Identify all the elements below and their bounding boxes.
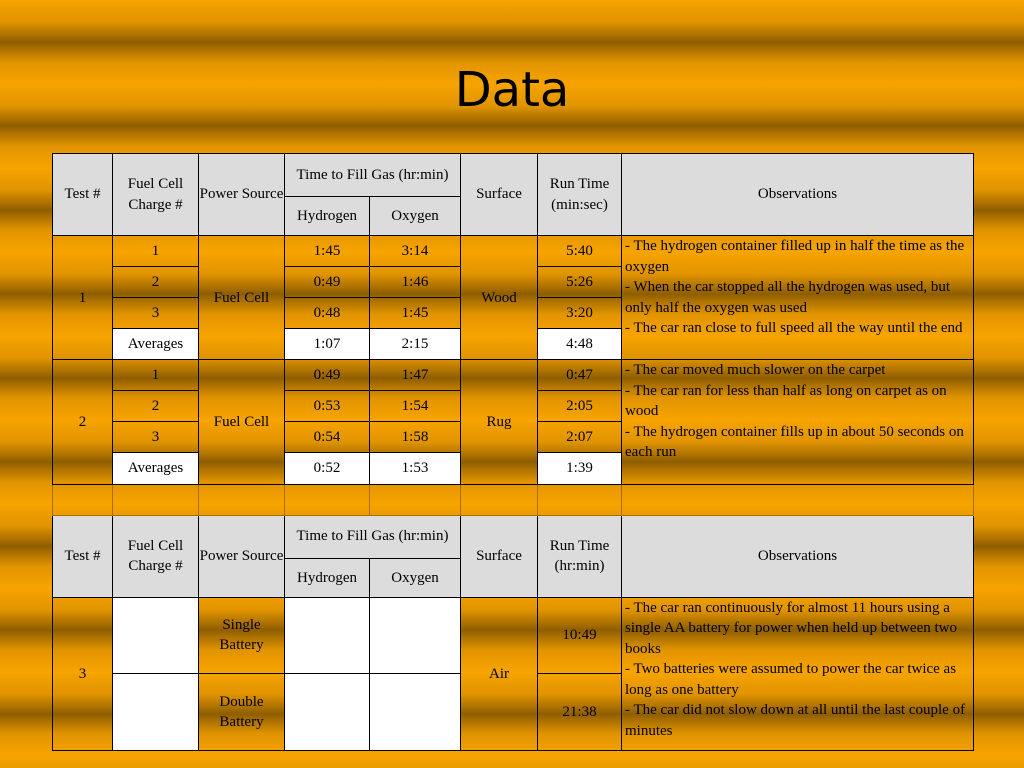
header-power-source: Power Source	[199, 154, 285, 236]
header-oxygen: Oxygen	[370, 197, 461, 236]
run-time-cell: 2:05	[538, 391, 622, 422]
average-oxygen: 1:53	[370, 453, 461, 484]
power-source-cell: Fuel Cell	[199, 360, 285, 484]
observation-line: - The car ran close to full speed all the way until the end	[625, 320, 963, 337]
empty-cell	[285, 484, 370, 515]
observation-line: - The car moved much slower on the carpet	[625, 362, 886, 379]
observation-line: - The car ran continuously for almost 11 hours using a single AA battery for power when held up between two books	[625, 599, 957, 657]
oxygen-cell-empty	[370, 597, 461, 673]
run-time-cell: 21:38	[538, 673, 622, 750]
charge-cell-empty	[113, 597, 199, 673]
separator-row	[53, 484, 974, 515]
power-source-cell: Single Battery	[199, 597, 285, 673]
header-test-number: Test #	[53, 154, 113, 236]
oxygen-cell: 1:47	[370, 360, 461, 391]
header-hydrogen: Hydrogen	[285, 558, 370, 597]
run-time-cell: 3:20	[538, 298, 622, 329]
averages-label: Averages	[113, 453, 199, 484]
run-time-cell: 2:07	[538, 422, 622, 453]
power-source-cell: Fuel Cell	[199, 236, 285, 360]
oxygen-cell: 3:14	[370, 236, 461, 267]
observations-cell	[622, 597, 974, 750]
empty-cell	[113, 484, 199, 515]
header-hydrogen: Hydrogen	[285, 197, 370, 236]
observations-cell	[622, 236, 974, 360]
hydrogen-cell: 0:49	[285, 360, 370, 391]
observation-line: - The car did not slow down at all until the last couple of minutes	[625, 702, 966, 739]
average-oxygen: 2:15	[370, 329, 461, 360]
header-oxygen: Oxygen	[370, 558, 461, 597]
charge-cell: 2	[113, 267, 199, 298]
oxygen-cell-empty	[370, 673, 461, 750]
average-hydrogen: 0:52	[285, 453, 370, 484]
charge-cell-empty	[113, 673, 199, 750]
header-observations: Observations	[622, 154, 974, 236]
header-run-time: Run Time (hr:min)	[538, 515, 622, 597]
header-surface: Surface	[461, 154, 538, 236]
run-time-cell: 5:26	[538, 267, 622, 298]
test-number: 2	[53, 360, 113, 484]
hydrogen-cell-empty	[285, 597, 370, 673]
header-run-time: Run Time (min:sec)	[538, 154, 622, 236]
header-power-source: Power Source	[199, 515, 285, 597]
charge-cell: 1	[113, 236, 199, 267]
charge-cell: 3	[113, 422, 199, 453]
slide-title: Data	[454, 62, 570, 118]
header-fuel-cell-charge: Fuel Cell Charge #	[113, 515, 199, 597]
empty-cell	[461, 484, 538, 515]
charge-cell: 1	[113, 360, 199, 391]
header-time-to-fill: Time to Fill Gas (hr:min)	[285, 515, 461, 558]
header-fuel-cell-charge: Fuel Cell Charge #	[113, 154, 199, 236]
run-time-cell: 5:40	[538, 236, 622, 267]
header-surface: Surface	[461, 515, 538, 597]
hydrogen-cell-empty	[285, 673, 370, 750]
observation-line: - Two batteries were assumed to power the car twice as long as one battery	[625, 661, 957, 698]
surface-cell: Wood	[461, 236, 538, 360]
empty-cell	[622, 484, 974, 515]
header-test-number: Test #	[53, 515, 113, 597]
charge-cell: 2	[113, 391, 199, 422]
oxygen-cell: 1:54	[370, 391, 461, 422]
oxygen-cell: 1:45	[370, 298, 461, 329]
empty-cell	[53, 484, 113, 515]
average-run-time: 4:48	[538, 329, 622, 360]
header-observations: Observations	[622, 515, 974, 597]
averages-label: Averages	[113, 329, 199, 360]
hydrogen-cell: 1:45	[285, 236, 370, 267]
test-number: 3	[53, 597, 113, 750]
power-source-cell: Double Battery	[199, 673, 285, 750]
empty-cell	[370, 484, 461, 515]
hydrogen-cell: 0:49	[285, 267, 370, 298]
empty-cell	[538, 484, 622, 515]
observations-cell	[622, 360, 974, 484]
charge-cell: 3	[113, 298, 199, 329]
surface-cell: Rug	[461, 360, 538, 484]
surface-cell: Air	[461, 597, 538, 750]
empty-cell	[199, 484, 285, 515]
observation-line: - The hydrogen container filled up in half the time as the oxygen	[625, 238, 965, 275]
observation-line: - When the car stopped all the hydrogen was used, but only half the oxygen was used	[625, 279, 951, 316]
observation-line: - The hydrogen container fills up in about 50 seconds on each run	[625, 423, 964, 461]
average-run-time: 1:39	[538, 453, 622, 484]
observation-line: - The car ran for less than half as long on carpet as on wood	[625, 382, 947, 420]
test-number: 1	[53, 236, 113, 360]
header-time-to-fill: Time to Fill Gas (hr:min)	[285, 154, 461, 197]
run-time-cell: 0:47	[538, 360, 622, 391]
hydrogen-cell: 0:48	[285, 298, 370, 329]
data-table	[52, 153, 974, 751]
oxygen-cell: 1:58	[370, 422, 461, 453]
run-time-cell: 10:49	[538, 597, 622, 673]
hydrogen-cell: 0:53	[285, 391, 370, 422]
hydrogen-cell: 0:54	[285, 422, 370, 453]
average-hydrogen: 1:07	[285, 329, 370, 360]
oxygen-cell: 1:46	[370, 267, 461, 298]
